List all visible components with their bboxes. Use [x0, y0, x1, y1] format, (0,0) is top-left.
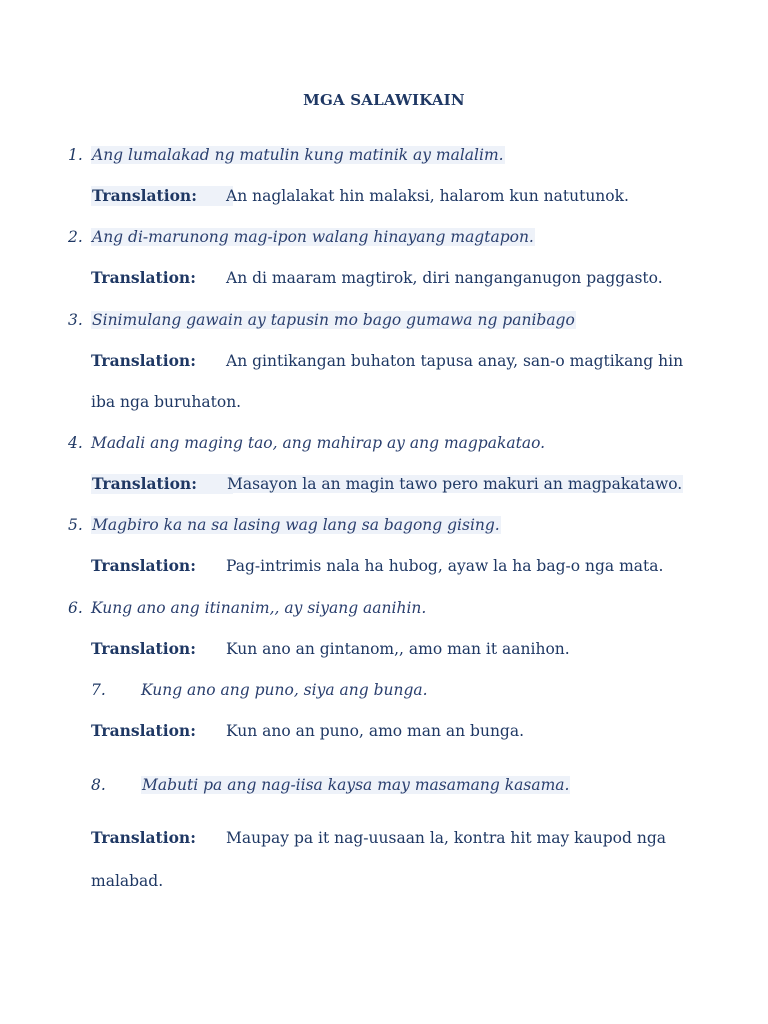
proverb-highlight: Sinimulang gawain ay tapusin mo bago gumawa ng panibago: [92, 311, 575, 329]
translation-label: Translation:: [91, 186, 233, 206]
item-number: 7.: [91, 681, 106, 699]
translation-text: Maupay pa it nag-uusaan la, kontra hit may kaupod nga: [226, 829, 666, 847]
translation-text: Pag-intrimis nala ha hubog, ayaw la ha bag-o nga mata.: [226, 557, 664, 575]
proverb-highlight: Madali ang maging tao, ang mahirap ay ang magpakatao.: [91, 434, 546, 452]
proverb-text: [91, 145, 505, 165]
translation-text: An gintikangan buhaton tapusa anay, san-o magtikang hin: [226, 352, 684, 370]
item-number: 2.: [68, 228, 83, 246]
translation-label: Translation:: [91, 828, 196, 847]
proverb-highlight: Mabuti pa ang nag-iisa kaysa may masamang kasama.: [142, 776, 570, 794]
item-number: 8.: [91, 776, 106, 794]
proverb-highlight: Kung ano ang puno, siya ang bunga.: [141, 681, 428, 699]
proverb-highlight: Ang di-marunong mag-ipon walang hinayang magtapon.: [92, 228, 534, 246]
translation-text: Kun ano an puno, amo man an bunga.: [226, 722, 525, 740]
proverb-highlight: Kung ano ang itinanim,, ay siyang aanihin.: [91, 599, 427, 617]
proverb-text: [91, 515, 501, 535]
translation-label: Translation:: [91, 351, 196, 370]
proverb-text: [91, 310, 576, 330]
proverb-highlight: Magbiro ka na sa lasing wag lang sa bagong gising.: [92, 516, 500, 534]
translation-label: Translation:: [91, 721, 196, 740]
translation-continuation: malabad.: [91, 872, 164, 890]
translation-label: Translation:: [91, 639, 196, 658]
proverb-text: [141, 680, 428, 700]
translation-text: Kun ano an gintanom,, amo man it aanihon.: [226, 640, 570, 658]
item-number: 5.: [68, 516, 83, 534]
translation-continuation: iba nga buruhaton.: [91, 393, 242, 411]
translation-highlight: Masayon la an magin tawo pero makuri an magpakatawo.: [227, 475, 683, 493]
page-title: MGA SALAWIKAIN: [303, 91, 465, 109]
translation-label: Translation:: [91, 474, 233, 494]
item-number: 3.: [68, 311, 83, 329]
translation-text: An naglalakat hin malaksi, halarom kun natutunok.: [226, 187, 629, 205]
item-number: 1.: [68, 146, 83, 164]
item-number: 4.: [68, 434, 83, 452]
proverb-highlight: Ang lumalakad ng matulin kung matinik ay malalim.: [92, 146, 504, 164]
proverb-text: [141, 775, 570, 795]
proverb-text: [91, 227, 535, 247]
translation-label: Translation:: [91, 268, 196, 287]
proverb-text: [91, 598, 426, 618]
proverb-text: [91, 433, 545, 453]
translation-label: Translation:: [91, 556, 196, 575]
item-number: 6.: [68, 599, 83, 617]
translation-text: An di maaram magtirok, diri nanganganugon paggasto.: [226, 269, 663, 287]
translation-text: [226, 474, 683, 494]
